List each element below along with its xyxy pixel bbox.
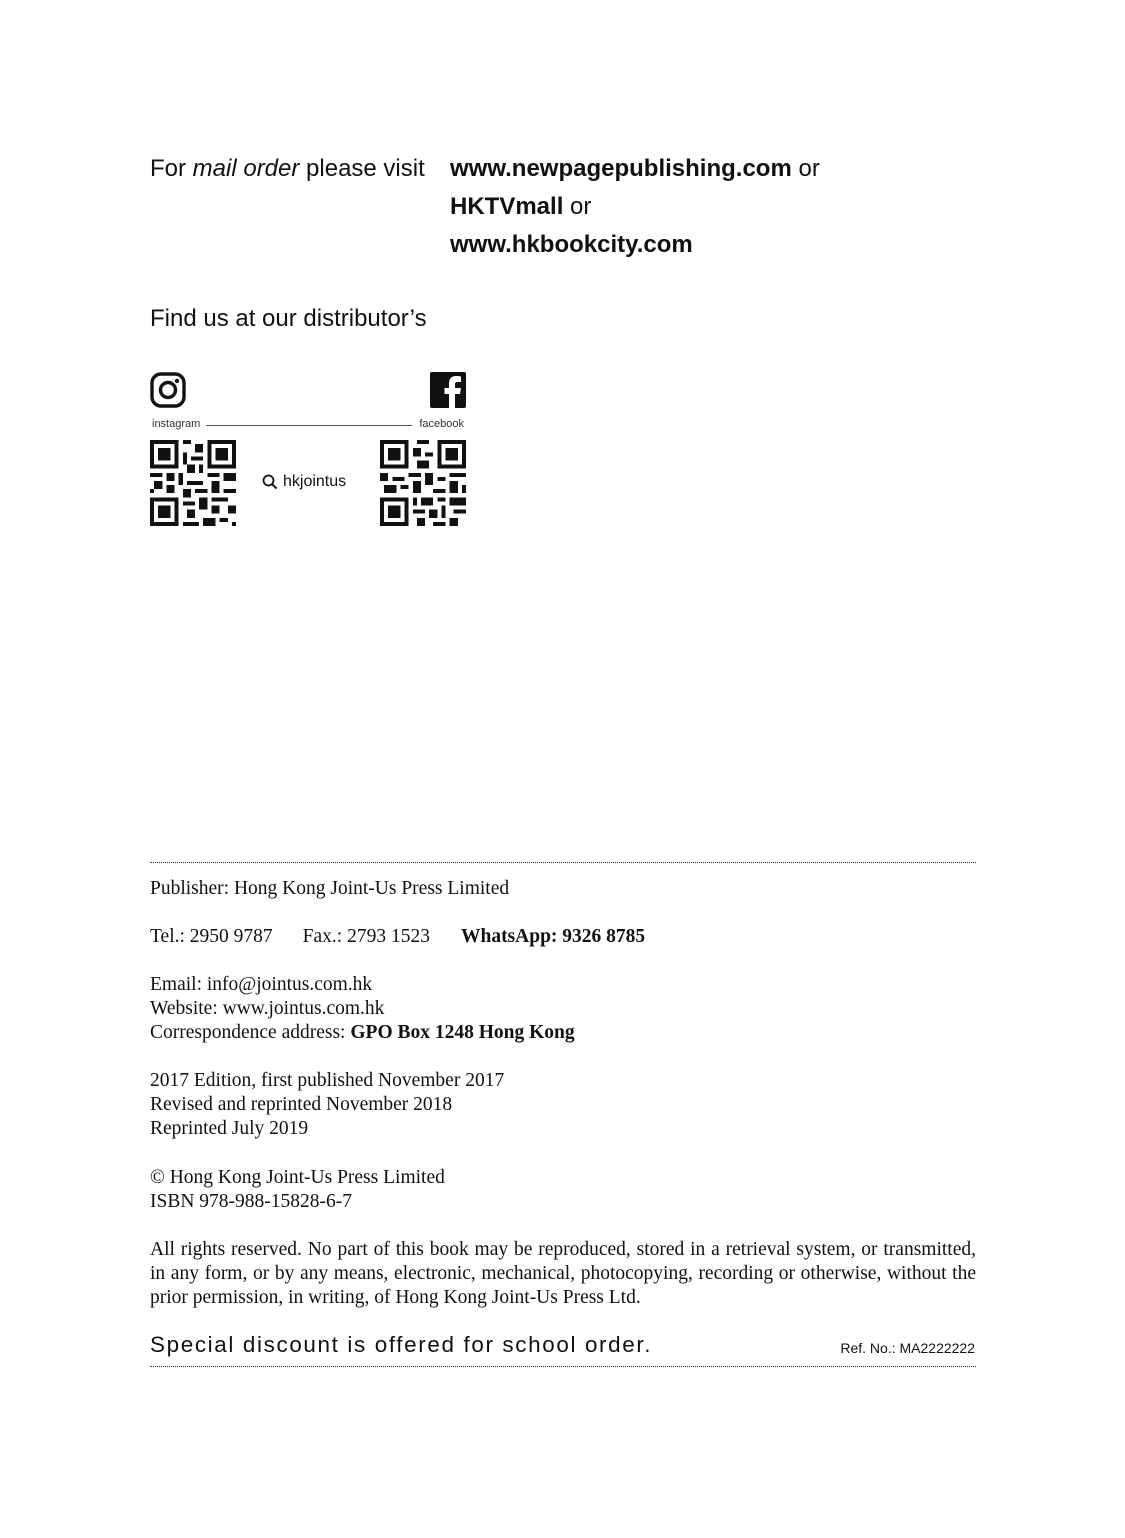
- site-link-hkbookcity[interactable]: www.hkbookcity.com: [450, 231, 693, 258]
- facebook-label: facebook: [419, 418, 464, 430]
- instagram-icon[interactable]: [150, 372, 186, 408]
- publisher-line: Publisher: Hong Kong Joint-Us Press Limited: [150, 878, 510, 899]
- find-us-heading: Find us at our distributor’s: [150, 305, 427, 332]
- address-line: Correspondence address: GPO Box 1248 Hong Kong: [150, 1022, 575, 1043]
- mail-order-lead: For mail order please visit: [150, 155, 425, 182]
- edition-line: 2017 Edition, first published November 2017: [150, 1070, 505, 1091]
- divider-bottom: [150, 1366, 976, 1367]
- contact-row: [150, 925, 645, 949]
- whatsapp: WhatsApp: 9326 8785: [460, 926, 646, 947]
- social-handle-text: hkjointus: [283, 473, 347, 490]
- website-line: Website: www.jointus.com.hk: [150, 998, 385, 1019]
- divider-top: [150, 862, 976, 863]
- school-discount-note: Special discount is offered for school order.: [150, 1332, 653, 1357]
- mail-order-line-2: HKTVmall or: [450, 193, 592, 220]
- social-block: [150, 372, 466, 527]
- mail-order-emphasis: mail order: [192, 155, 300, 182]
- rights-statement: All rights reserved. No part of this book may be reproduced, stored in a retrieval system, or transmitted, in any form, or by any means, electronic, mechanical, photocopying, recording or otherwise, without the prior permission, in writing, of Hong Kong Joint-Us Press Ltd.: [150, 1239, 976, 1308]
- fax: Fax.: 2793 1523: [302, 926, 430, 947]
- edition-line: Revised and reprinted November 2018: [150, 1094, 453, 1115]
- site-link-hktvmall[interactable]: HKTVmall: [450, 193, 564, 220]
- site-link-newpage[interactable]: www.newpagepublishing.com: [450, 155, 792, 182]
- copyright-line: © Hong Kong Joint-Us Press Limited: [150, 1167, 445, 1188]
- facebook-qr-code[interactable]: [380, 440, 466, 526]
- mail-order-line: For mail order please visit www.newpagepublishing.com or: [150, 155, 820, 182]
- instagram-label: instagram: [152, 418, 201, 430]
- reference-number: Ref. No.: MA2222222: [840, 1340, 975, 1356]
- instagram-qr-code[interactable]: [150, 440, 236, 526]
- search-icon: [262, 474, 278, 490]
- isbn-line: ISBN 978-988-15828-6-7: [150, 1191, 353, 1212]
- telephone: Tel.: 2950 9787: [150, 926, 273, 947]
- email-line: Email: info@jointus.com.hk: [150, 974, 373, 995]
- social-divider: [206, 425, 412, 426]
- edition-line: Reprinted July 2019: [150, 1118, 309, 1139]
- address-value: GPO Box 1248 Hong Kong: [350, 1022, 575, 1043]
- social-handle[interactable]: [262, 473, 346, 491]
- mail-order-line-3: [450, 233, 693, 257]
- facebook-icon[interactable]: [430, 372, 466, 408]
